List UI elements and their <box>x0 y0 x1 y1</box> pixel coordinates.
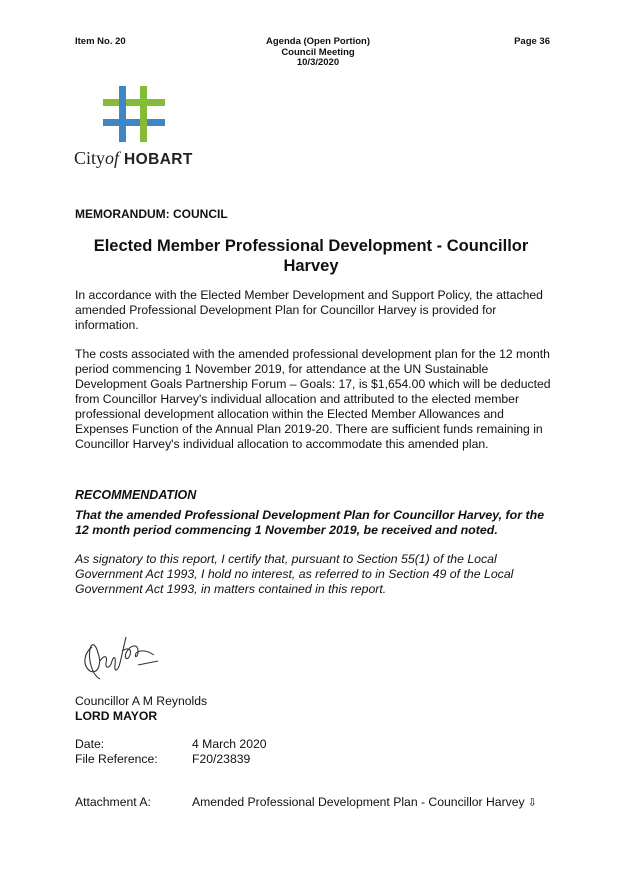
logo-city: City <box>74 148 106 168</box>
certification-statement: As signatory to this report, I certify that, pursuant to Section 55(1) of the Local Government Act 1993, I hold no interest, as referred to in Section 49 of the Local Government Act 1993, in matters contained in this report. <box>75 552 514 596</box>
item-number: Item No. 20 <box>75 36 126 47</box>
attachment-link[interactable] <box>192 795 537 811</box>
attachment-title[interactable]: Amended Professional Development Plan - Councillor Harvey <box>192 795 525 809</box>
file-reference-value: F20/23839 <box>192 752 251 766</box>
date-label: Date: <box>75 737 105 751</box>
agenda-header <box>218 37 418 69</box>
file-reference-label: File Reference: <box>75 752 158 766</box>
attachment-label: Attachment A: <box>75 795 151 809</box>
meeting-date: 10/3/2020 <box>296 57 340 68</box>
city-of-hobart-logo <box>73 86 203 171</box>
memo-heading: MEMORANDUM: COUNCIL <box>75 207 228 221</box>
download-arrow-icon[interactable]: ⇩ <box>527 797 537 809</box>
document-title: Elected Member Professional Development - Councillor Harvey <box>93 237 529 275</box>
handwritten-signature <box>78 625 168 685</box>
logo-wordmark <box>74 148 193 170</box>
recommendation-body: That the amended Professional Development Plan for Councillor Harvey, for the 12 month period commencing 1 November 2019, be received and noted. <box>75 508 545 537</box>
meeting-name: Council Meeting <box>281 46 355 58</box>
agenda-portion: Agenda (Open Portion) <box>266 36 370 47</box>
page-number: Page 36 <box>514 36 550 47</box>
signatory-block <box>75 694 207 724</box>
costs-paragraph: The costs associated with the amended professional development plan for the 12 month period commencing 1 November 2019, for attendance at the UN Sustainable Development Goals Partnership Forum – Goals: 17, is $1,654.00 which will be deducted from Councillor Harvey's individual allocation and attributed to the elected member professional development allocation within the Elected Member Allowances and Expenses Function of the Annual Plan 2019-20. There are sufficient funds remaining in Councillor Harvey's individual allocation to accommodate this amended plan. <box>75 347 551 451</box>
signatory-role: LORD MAYOR <box>75 709 158 723</box>
date-value: 4 March 2020 <box>192 737 267 751</box>
intro-paragraph: In accordance with the Elected Member Development and Support Policy, the attached amended Professional Development Plan for Councillor Harvey is provided for information. <box>75 288 543 332</box>
recommendation-heading: RECOMMENDATION <box>75 488 197 502</box>
signatory-name: Councillor A M Reynolds <box>75 694 208 708</box>
hobart-cross-emblem-icon <box>103 86 165 142</box>
logo-of: of <box>105 148 120 168</box>
logo-hobart: HOBART <box>124 151 193 168</box>
